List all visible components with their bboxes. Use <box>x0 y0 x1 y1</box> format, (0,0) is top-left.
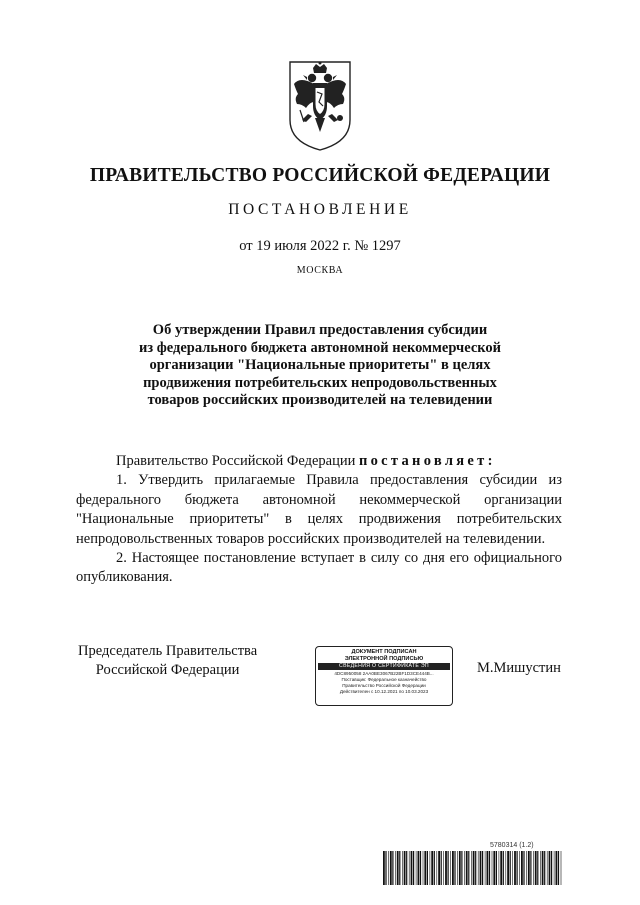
subject-line: Об утверждении Правил предоставления субсидии <box>152 322 488 338</box>
signer-position-line: Председатель Правительства <box>78 643 258 659</box>
stamp-issuer: Правительство Российской Федерации <box>342 683 426 689</box>
stamp-validity: Действителен с 10.12.2021 по 10.03.2023 <box>339 689 429 695</box>
signer-name: М.Мишустин <box>477 660 561 676</box>
intro-text: Правительство Российской Федерации <box>116 453 359 469</box>
decree-type: ПОСТАНОВЛЕНИЕ <box>228 201 412 218</box>
barcode-icon <box>383 851 563 885</box>
decree-date-number: от 19 июля 2022 г. № 1297 <box>239 238 401 254</box>
decree-item: 1. Утвердить прилагаемые Правила предоставления субсидии из федерального бюджета автономной некоммерческой организации "Национальные приоритеты" в целях продвижения потребительских непродовольственных товаров российских производителей на телевидении. <box>76 472 562 547</box>
signer-position <box>78 642 257 679</box>
stamp-cert-id: 4DC8950058 2AA0BE3067B22BF1D3CE444B... <box>334 671 434 677</box>
barcode-number: 5780314 (1.2) <box>490 842 534 849</box>
stamp-title-line: ЭЛЕКТРОННОЙ ПОДПИСЬЮ <box>344 655 424 662</box>
subject-line: из федерального бюджета автономной некоммерческой <box>138 339 502 356</box>
decree-subject <box>80 322 560 410</box>
stamp-title-line: ДОКУМЕНТ ПОДПИСАН <box>351 649 417 655</box>
russian-coat-of-arms-icon <box>286 58 354 152</box>
e-signature-stamp <box>315 646 453 706</box>
subject-line: продвижения потребительских непродовольственных <box>143 374 497 391</box>
government-title: ПРАВИТЕЛЬСТВО РОССИЙСКОЙ ФЕДЕРАЦИИ <box>89 165 551 186</box>
stamp-title <box>316 649 452 662</box>
intro-emphasis: постановляет: <box>358 453 496 469</box>
decree-body <box>76 452 562 588</box>
subject-line: организации "Национальные приоритеты" в целях <box>149 357 491 374</box>
subject-line: товаров российских производителей на телевидении <box>147 392 493 409</box>
decree-intro <box>76 452 562 471</box>
stamp-issuer: Поставщик: Федеральное казначейство <box>341 677 427 683</box>
stamp-cert-label: СВЕДЕНИЯ О СЕРТИФИКАТЕ ЭП <box>318 663 450 670</box>
issue-city: МОСКВА <box>296 265 344 276</box>
decree-item: 2. Настоящее постановление вступает в силу со дня его официального опубликования. <box>76 550 562 586</box>
signer-position-line: Российской Федерации <box>95 661 240 678</box>
